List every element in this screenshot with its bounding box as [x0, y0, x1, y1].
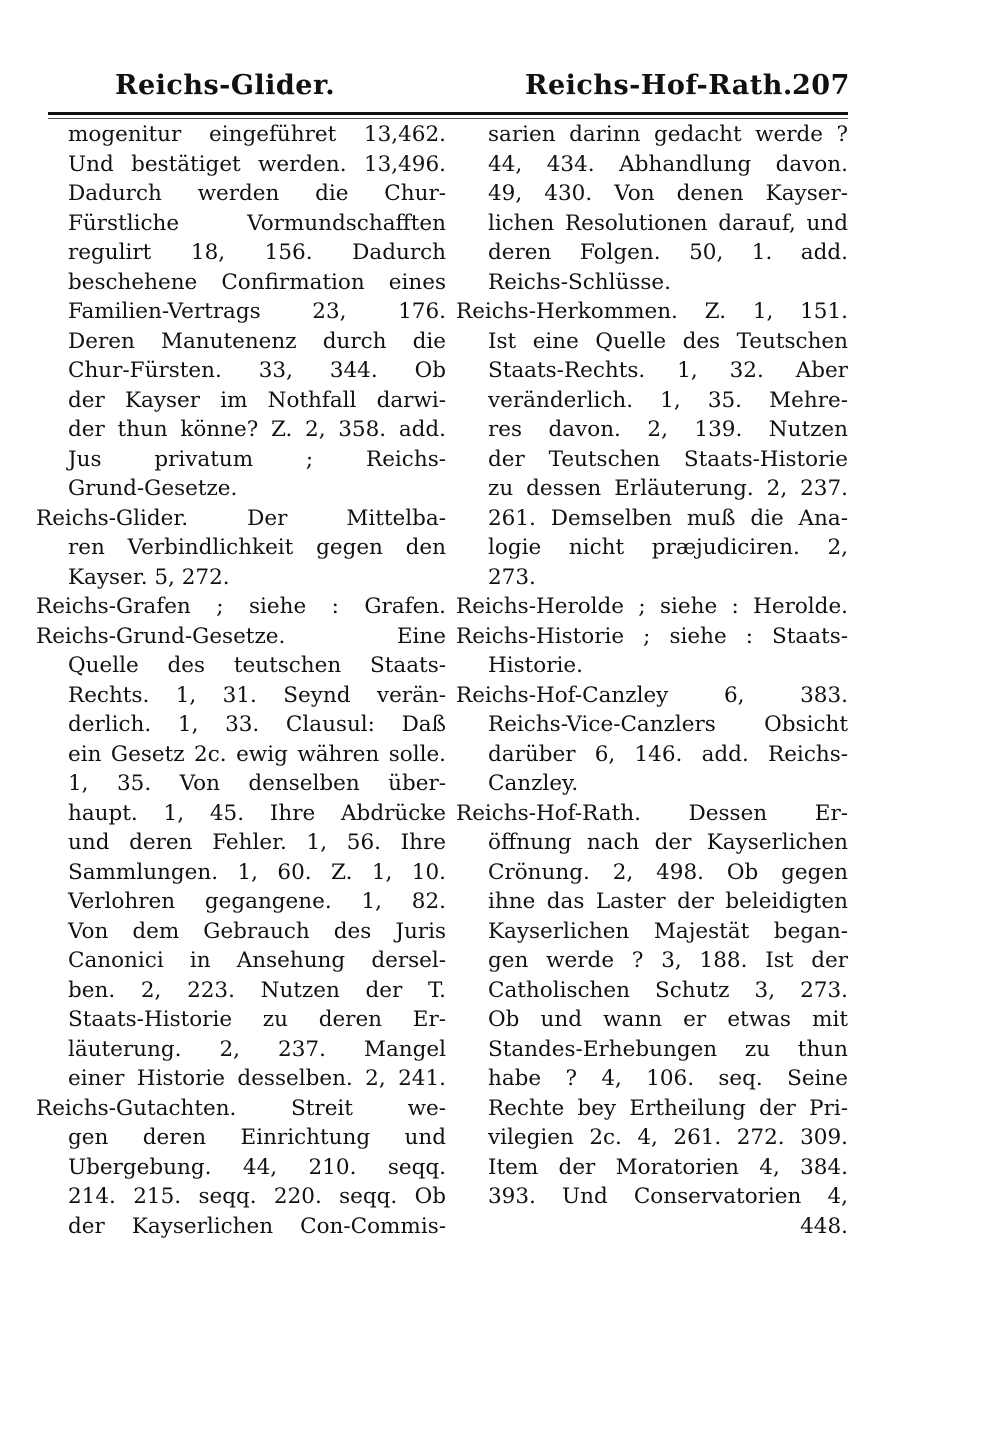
- text-line: ein Gesetz 2c. ewig währen solle.: [68, 741, 446, 767]
- text-line: Verlohren gegangene. 1, 82.: [68, 889, 446, 914]
- text-line: öffnung nach der Kayserlichen: [488, 830, 848, 855]
- text-line: beschehene Confirmation eines: [68, 269, 446, 295]
- text-line: lichen Resolutionen darauf, und: [488, 210, 848, 236]
- index-entry-heading: Reichs-Glider. Der Mittelba-: [36, 505, 446, 531]
- text-line: der Kayser im Nothfall darwi-: [68, 387, 446, 413]
- index-entry-heading: Reichs-Herkommen. Z. 1, 151.: [456, 299, 848, 324]
- running-head-left: Reichs-Glider.: [115, 70, 336, 101]
- running-head-right: Reichs-Hof-Rath.: [525, 70, 793, 101]
- text-line: der Kayserlichen Con-Commis-: [68, 1213, 446, 1239]
- text-line: Staats-Rechts. 1, 32. Aber: [488, 358, 848, 383]
- text-line: ben. 2, 223. Nutzen der T.: [68, 977, 446, 1003]
- text-line: Chur-Fürsten. 33, 344. Ob: [68, 358, 446, 383]
- left-column: [36, 120, 446, 1241]
- index-entry-heading: Reichs-Historie ; siehe : Staats-: [456, 623, 848, 649]
- text-line: Ubergebung. 44, 210. seqq.: [68, 1154, 446, 1180]
- text-line: Deren Manutenenz durch die: [68, 328, 446, 354]
- header-rule-thin: [48, 118, 848, 119]
- text-line: Catholischen Schutz 3, 273.: [488, 977, 848, 1003]
- text-line: gen werde ? 3, 188. Ist der: [488, 948, 848, 973]
- text-line: Reichs-Vice-Canzlers Obsicht: [488, 712, 848, 737]
- text-line: läuterung. 2, 237. Mangel: [68, 1036, 446, 1062]
- text-line: darüber 6, 146. add. Reichs-: [488, 741, 848, 767]
- text-line: 49, 430. Von denen Kayser-: [488, 181, 848, 206]
- text-line: deren Folgen. 50, 1. add.: [488, 240, 848, 265]
- text-line: derlich. 1, 33. Clausul: Daß: [68, 712, 446, 737]
- text-line: Standes-Erhebungen zu thun: [488, 1036, 848, 1062]
- text-line: Rechts. 1, 31. Seynd verän-: [68, 682, 446, 708]
- text-line: 273.: [488, 564, 536, 590]
- text-line: Kayserlichen Majestät began-: [488, 918, 848, 944]
- text-line: Jus privatum ; Reichs-: [68, 446, 446, 472]
- index-entry-heading: Reichs-Grafen ; siehe : Grafen.: [36, 594, 446, 619]
- text-line: Canzley.: [488, 771, 579, 796]
- text-line: der Teutschen Staats-Historie: [488, 446, 848, 472]
- text-line: Item der Moratorien 4, 384.: [488, 1154, 848, 1180]
- text-line: regulirt 18, 156. Dadurch: [68, 240, 446, 265]
- text-line: 393. Und Conservatorien 4,: [488, 1184, 848, 1209]
- text-line: mogenitur eingeführet 13,462.: [68, 122, 446, 147]
- text-line: ren Verbindlichkeit gegen den: [68, 535, 446, 560]
- text-line: Historie.: [488, 653, 583, 678]
- text-line: zu dessen Erläuterung. 2, 237.: [488, 476, 848, 501]
- text-line: habe ? 4, 106. seq. Seine: [488, 1066, 848, 1091]
- text-line: Familien-Vertrags 23, 176.: [68, 299, 446, 324]
- text-line: und deren Fehler. 1, 56. Ihre: [68, 830, 446, 855]
- text-line: Grund-Gesetze.: [68, 476, 238, 501]
- text-line: Fürstliche Vormundschafften: [68, 210, 446, 236]
- text-line: 44, 434. Abhandlung davon.: [488, 151, 848, 177]
- header-rule: [48, 112, 848, 115]
- text-line: veränderlich. 1, 35. Mehre-: [488, 387, 848, 413]
- right-column: [456, 120, 848, 1241]
- text-line: vilegien 2c. 4, 261. 272. 309.: [488, 1125, 848, 1150]
- text-line: 1, 35. Von denselben über-: [68, 771, 446, 796]
- text-line: sarien darinn gedacht werde ?: [488, 122, 848, 147]
- text-line: Ist eine Quelle des Teutschen: [488, 328, 848, 354]
- index-entry-heading: Reichs-Hof-Rath. Dessen Er-: [456, 800, 848, 826]
- text-line: Dadurch werden die Chur-: [68, 181, 446, 206]
- text-line: Quelle des teutschen Staats-: [68, 653, 446, 678]
- text-line: res davon. 2, 139. Nutzen: [488, 417, 848, 442]
- text-line: Ob und wann er etwas mit: [488, 1007, 848, 1032]
- text-line: Canonici in Ansehung dersel-: [68, 948, 446, 973]
- text-line: gen deren Einrichtung und: [68, 1125, 446, 1150]
- text-line: Von dem Gebrauch des Juris: [68, 918, 446, 944]
- index-entry-heading: Reichs-Gutachten. Streit we-: [36, 1095, 446, 1121]
- text-line: logie nicht præjudiciren. 2,: [488, 535, 848, 560]
- index-entry-heading: Reichs-Grund-Gesetze. Eine: [36, 623, 446, 649]
- text-line: 448.: [800, 1213, 848, 1239]
- text-line: einer Historie desselben. 2, 241.: [68, 1066, 446, 1091]
- text-line: Und bestätiget werden. 13,496.: [68, 151, 446, 177]
- text-line: Staats-Historie zu deren Er-: [68, 1007, 446, 1032]
- page-number: 207: [792, 70, 850, 101]
- text-line: ihne das Laster der beleidigten: [488, 889, 848, 914]
- text-line: 214. 215. seqq. 220. seqq. Ob: [68, 1184, 446, 1209]
- text-line: 261. Demselben muß die Ana-: [488, 505, 848, 531]
- text-line: Rechte bey Ertheilung der Pri-: [488, 1095, 848, 1121]
- text-line: der thun könne? Z. 2, 358. add.: [68, 417, 446, 442]
- text-line: Reichs-Schlüsse.: [488, 269, 671, 295]
- text-line: Crönung. 2, 498. Ob gegen: [488, 859, 848, 885]
- text-line: haupt. 1, 45. Ihre Abdrücke: [68, 800, 446, 826]
- index-entry-heading: Reichs-Hof-Canzley 6, 383.: [456, 682, 848, 708]
- text-line: Kayser. 5, 272.: [68, 564, 230, 590]
- index-entry-heading: Reichs-Herolde ; siehe : Herolde.: [456, 594, 848, 619]
- text-line: Sammlungen. 1, 60. Z. 1, 10.: [68, 859, 446, 885]
